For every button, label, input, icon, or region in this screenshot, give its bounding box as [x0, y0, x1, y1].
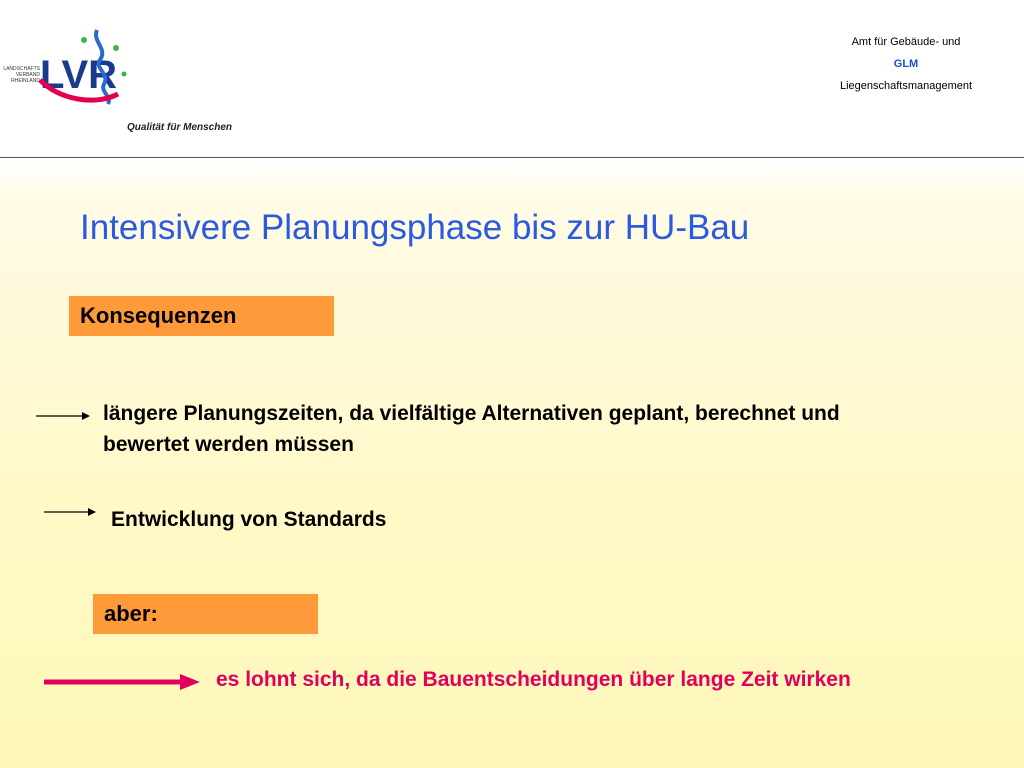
label-but: aber: [93, 594, 318, 634]
dept-line-1: Amt für Gebäude- und [851, 36, 961, 48]
point-worth-it: es lohnt sich, da die Bauentscheidungen über lange Zeit wirken [216, 668, 851, 691]
logo-side-text: LANDSCHAFTS VERBAND RHEINLAND [3, 66, 40, 84]
slide-header [0, 0, 1024, 158]
point-standards: Entwicklung von Standards [111, 508, 387, 531]
logo-slogan: Qualität für Menschen [127, 122, 233, 133]
arrow-icon [36, 410, 90, 422]
point-planning-times: längere Planungszeiten, da vielfältige Alternativen geplant, berechnet und bewertet werden müssen [103, 402, 840, 456]
dept-glm: GLM [893, 58, 919, 70]
label-consequences: Konsequenzen [69, 296, 334, 336]
dept-line-3: Liegenschaftsmanagement [839, 80, 973, 92]
lvr-logo-mark [0, 22, 240, 122]
logo-text: LVR [40, 53, 118, 97]
arrow-icon [44, 506, 96, 518]
arrow-icon [44, 672, 200, 692]
header-divider [0, 157, 1024, 158]
department-info [826, 36, 986, 102]
lvr-logo [0, 22, 240, 133]
slide-title: Intensivere Planungsphase bis zur HU-Bau [80, 208, 750, 247]
